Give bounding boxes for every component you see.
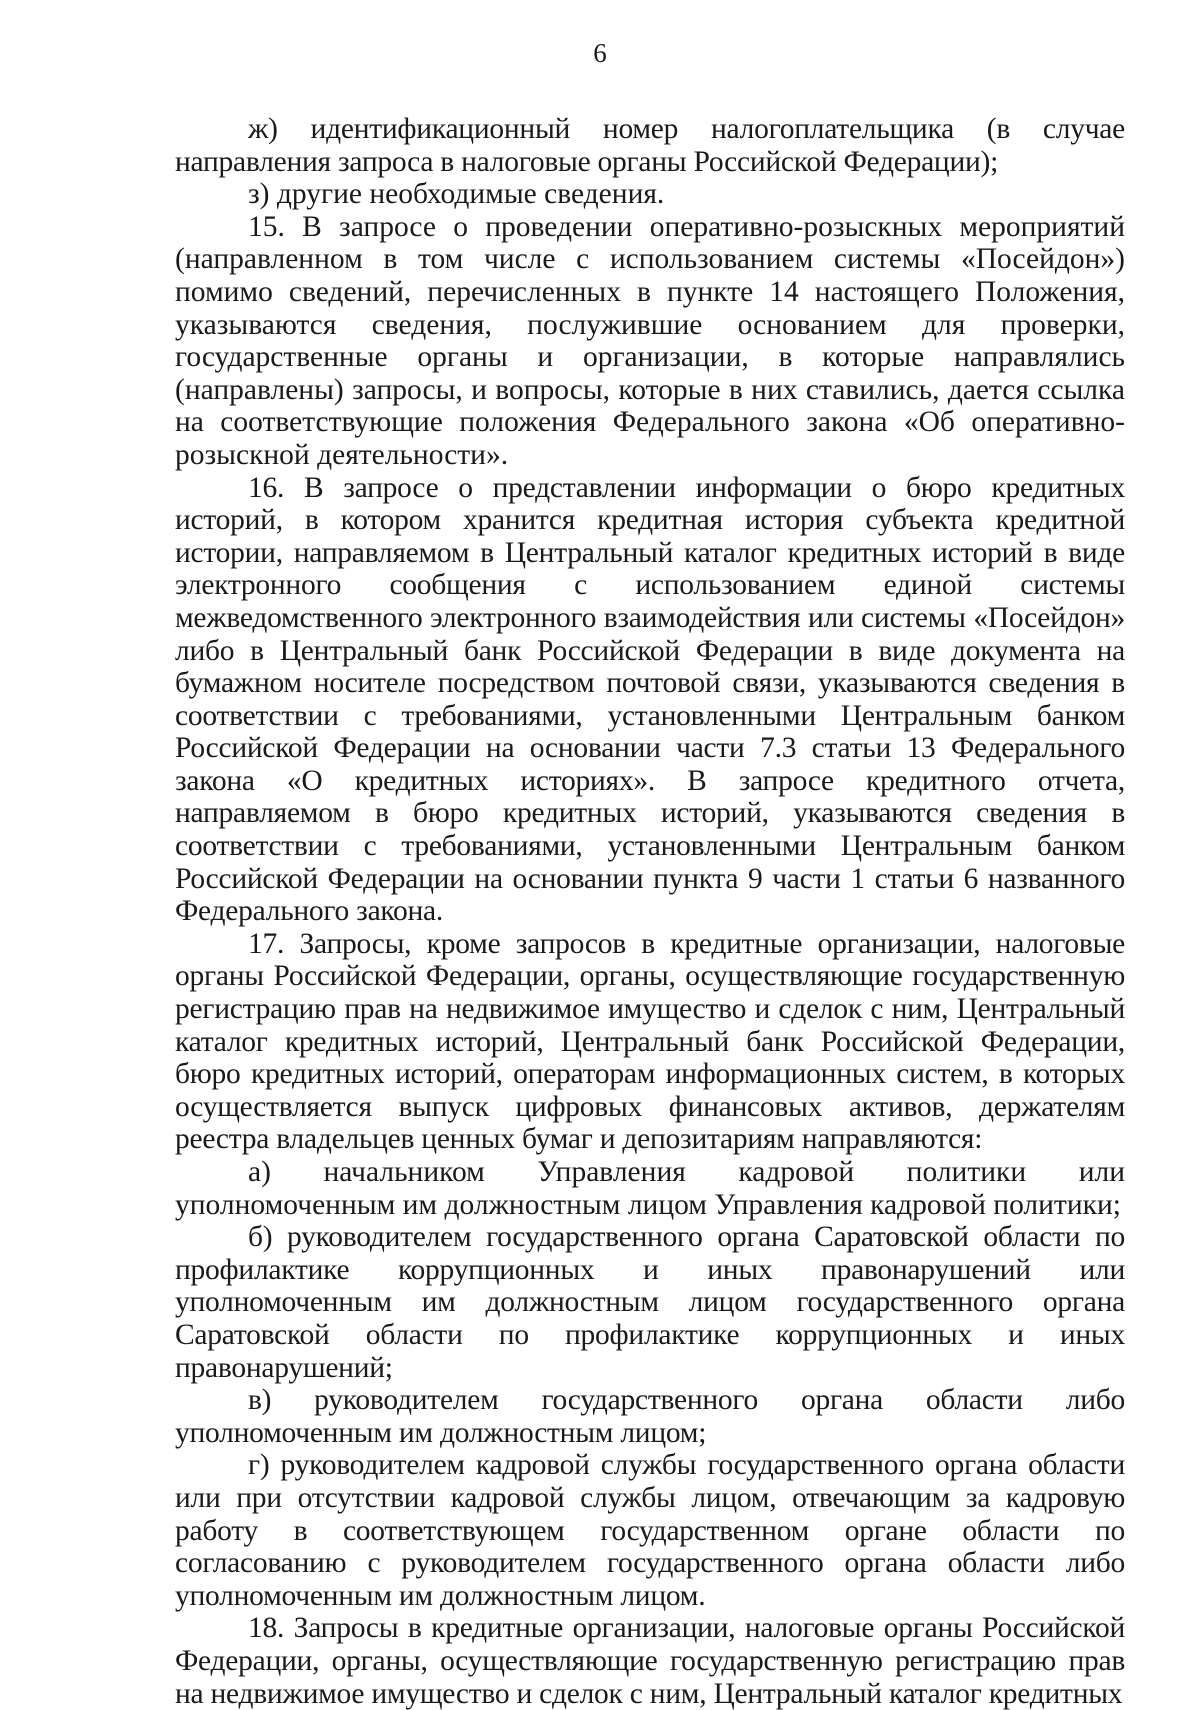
- paragraph-16: 16. В запросе о представлении информации о бюро кредитных историй, в котором хранится кредитная история субъекта кредитной истории, направляемом в Центральный каталог кредитных историй в виде электронного сообщения с использованием единой системы межведомственного электронного взаимодействия или системы «Посейдон» либо в Центральный банк Российской Федерации в виде документа на бумажном носителе посредством почтовой связи, указываются сведения в соответствии с требованиями, установленными Центральным банком Российской Федерации на основании части 7.3 статьи 13 Федерального закона «О кредитных историях». В запросе кредитного отчета, направляемом в бюро кредитных историй, указываются сведения в соответствии с требованиями, установленными Центральным банком Российской Федерации на основании пункта 9 части 1 статьи 6 названного Федерального закона.: [175, 471, 1125, 928]
- paragraph-17-v: в) руководителем государственного органа области либо уполномоченным им должностным лицом;: [175, 1384, 1125, 1449]
- paragraph-17-g: г) руководителем кадровой службы государственного органа области или при отсутствии кадровой службы лицом, отвечающим за кадровую работу в соответствующем государственном органе области по согласованию с руководителем государственного органа области либо уполномоченным им должностным лицом.: [175, 1449, 1125, 1612]
- paragraph-17: 17. Запросы, кроме запросов в кредитные организации, налоговые органы Российской Федерации, органы, осуществляющие государственную регистрацию прав на недвижимое имущество и сделок с ним, Центральный каталог кредитных историй, Центральный банк Российской Федерации, бюро кредитных историй, операторам информационных систем, в которых осуществляется выпуск цифровых финансовых активов, держателям реестра владельцев ценных бумаг и депозитариям направляются:: [175, 927, 1125, 1156]
- paragraph-14-zh: ж) идентификационный номер налогоплательщика (в случае направления запроса в налоговые органы Российской Федерации);: [175, 113, 1125, 178]
- paragraph-17-a: а) начальником Управления кадровой политики или уполномоченным им должностным лицом Управления кадровой политики;: [175, 1156, 1125, 1221]
- paragraph-17-b: б) руководителем государственного органа Саратовской области по профилактике коррупционных и иных правонарушений или уполномоченным им должностным лицом государственного органа Саратовской области по профилактике коррупционных и иных правонарушений;: [175, 1221, 1125, 1384]
- document-body: [175, 113, 1125, 1710]
- paragraph-18: 18. Запросы в кредитные организации, налоговые органы Российской Федерации, органы, осуществляющие государственную регистрацию прав на недвижимое имущество и сделок с ним, Центральный каталог кредитных: [175, 1612, 1125, 1710]
- paragraph-14-z: з) другие необходимые сведения.: [248, 178, 665, 211]
- page-number: 6: [593, 38, 607, 68]
- paragraph-15: 15. В запросе о проведении оперативно-розыскных мероприятий (направленном в том числе с использованием системы «Посейдон») помимо сведений, перечисленных в пункте 14 настоящего Положения, указываются сведения, послужившие основанием для проверки, государственные органы и организации, в которые направлялись (направлены) запросы, и вопросы, которые в них ставились, дается ссылка на соответствующие положения Федерального закона «Об оперативно-розыскной деятельности».: [175, 210, 1125, 471]
